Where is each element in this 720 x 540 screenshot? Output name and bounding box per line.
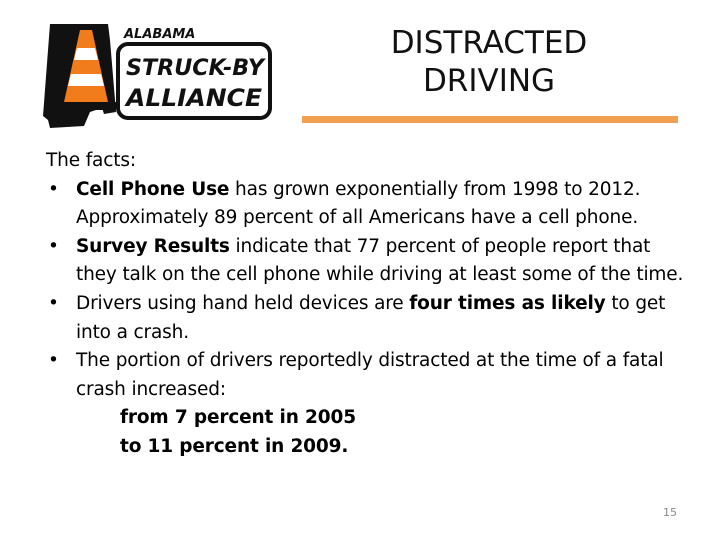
slide-title [330, 24, 648, 100]
bullet-dot: • [48, 350, 59, 372]
logo-graphic [38, 16, 278, 132]
bullet-2-bold: Survey Results [76, 235, 230, 257]
slide-title-line2: DRIVING [422, 63, 556, 99]
cone-base [56, 102, 116, 110]
bullet-3-pre: Drivers using hand held devices are [76, 292, 410, 314]
intro-text: The facts: [46, 150, 136, 171]
bullet-4-text: The portion of drivers reportedly distracted at the time of a fatal crash increased: [76, 350, 664, 400]
logo-top-text: ALABAMA [124, 27, 196, 42]
bullet-dot: • [48, 292, 59, 314]
facts-list [46, 176, 686, 405]
slide-body [46, 147, 686, 462]
bullet-dot: • [48, 178, 59, 200]
bullet-fatal-crash-portion [46, 347, 686, 404]
cone-stripe-upper [74, 48, 98, 60]
cone-stripe-lower [68, 74, 104, 86]
bullet-hand-held-devices [46, 290, 686, 347]
bullet-survey-results [46, 233, 686, 290]
stat-2009: to 11 percent in 2009. [120, 435, 349, 457]
bullet-1-text: has grown exponentially from 1998 to 2012. Approximately 89 percent of all Americans have a cell phone. [76, 178, 641, 229]
bullet-2-text: indicate that 77 percent of people report that they talk on the cell phone while driving at least some of the time. [76, 235, 684, 286]
page-number: 15 [663, 506, 677, 519]
bullet-1-bold: Cell Phone Use [76, 178, 230, 200]
stat-2005: from 7 percent in 2005 [120, 407, 356, 429]
bullet-3-post: to get into a crash. [76, 292, 666, 343]
slide-title-line1: DISTRACTED [390, 25, 588, 61]
bullet-dot: • [48, 235, 59, 257]
alabama-struck-by-alliance-logo [38, 16, 278, 132]
bullet-3-bold: four times as likely [409, 292, 606, 314]
title-underline [302, 116, 678, 123]
logo-line1: STRUCK-BY [126, 56, 267, 81]
logo-line2: ALLIANCE [123, 84, 263, 112]
bullet-cell-phone-use [46, 176, 686, 233]
